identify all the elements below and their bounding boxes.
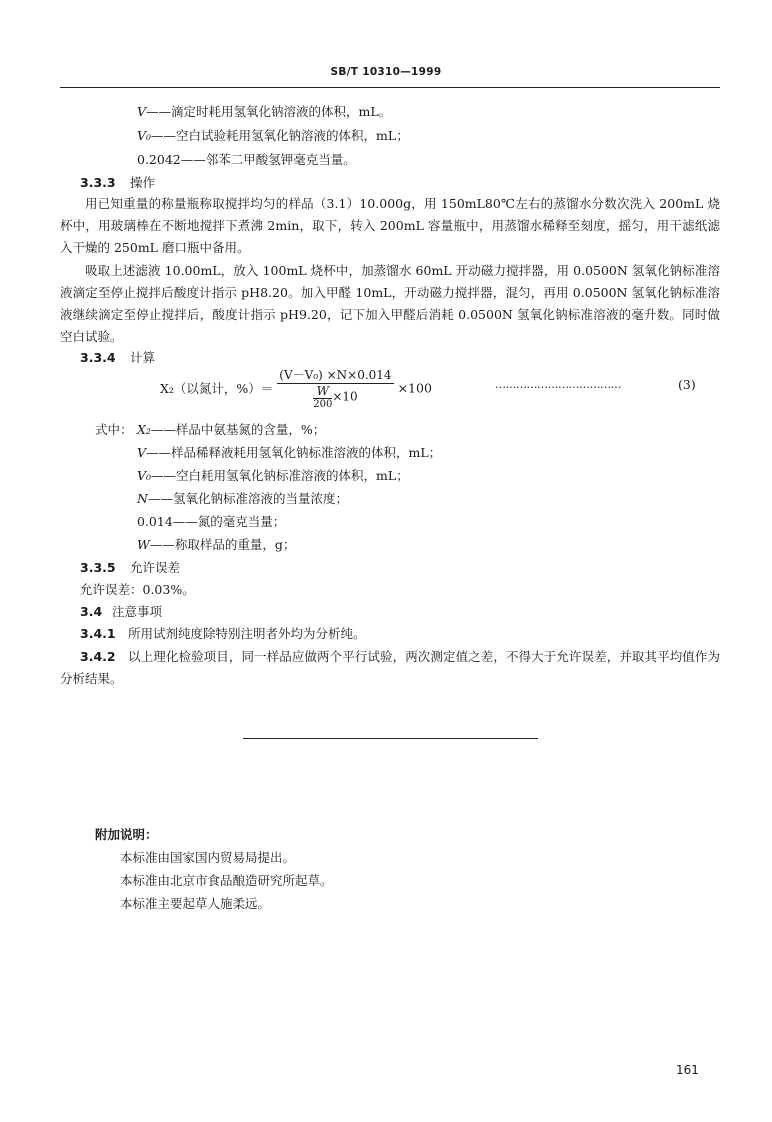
formula-multiplier: ×100 (397, 380, 432, 396)
definition-intro: 式中： (95, 422, 133, 437)
appendix-title: 附加说明： (95, 827, 158, 842)
paragraph: 吸取上述滤液 10.00mL，放入 100mL 烧杯中，加蒸馏水 60mL 开动磁力搅拌器，用 0.0500N 氢氧化钠标准溶液滴定至停止搅拌后酸度计指示 pH8.20。加入甲醛 10mL，开动磁力搅拌器，混匀，再用 0.0500N 氢氧化钠标准溶液继续滴定至停止搅拌后，酸度计指示 pH9.20，记下加入甲醛后消耗 0.0500N 氢氧化钠标准溶液的毫升数。同时做空白试验。 (60, 263, 720, 344)
paragraph: 用已知重量的称量瓶称取搅拌均匀的样品（3.1）10.000g，用 150mL80℃左右的蒸馏水分数次洗入 200mL 烧杯中，用玻璃棒在不断地搅拌下煮沸 2min，取下，转入 200mL 容量瓶中，用蒸馏水稀释至刻度，摇匀，用干滤纸滤入干燥的 250mL 磨口瓶中备用。 (60, 196, 720, 255)
definition-item: V——滴定时耗用氢氧化钠溶液的体积，mL。 (137, 104, 392, 119)
section-heading: 3.4 注意事项 (80, 604, 163, 619)
list-item: 3.4.1 所用试剂纯度除特别注明者外均为分析纯。 (80, 626, 366, 641)
equation-number: (3) (678, 377, 696, 392)
page-number: 161 (676, 1063, 699, 1077)
formula-numerator: (V－V₀) ×N×0.014 (279, 368, 392, 382)
list-item: 3.4.2 以上理化检验项目，同一样品应做两个平行试验，两次测定值之差，不得大于允许误差，并取其平均值作为分析结果。 (60, 649, 720, 686)
definition-item: W——称取样品的重量，g； (137, 537, 296, 552)
definition-item: 0.2042——邻苯二甲酸氢钾毫克当量。 (137, 152, 356, 167)
definition-item: V₀——空白耗用氢氧化钠标准溶液的体积，mL； (137, 468, 409, 483)
definition-item: N——氢氧化钠标准溶液的当量浓度； (137, 491, 348, 506)
definition-item: V₀——空白试验耗用氢氧化钠溶液的体积，mL； (137, 128, 409, 143)
formula-leader-dots: ……………………………… (495, 378, 621, 391)
definition-item: V——样品稀释液耗用氢氧化钠标准溶液的体积，mL； (137, 445, 442, 460)
section-heading: 3.3.3 操作 (80, 175, 156, 190)
section-heading: 3.3.4 计算 (80, 350, 156, 365)
formula-fraction (277, 366, 393, 410)
header-rule (60, 87, 720, 88)
appendix-line: 本标准由国家国内贸易局提出。 (120, 850, 296, 865)
formula-denominator: $\frac{W}{200}$ ×10 (313, 384, 358, 410)
section-heading: 3.3.5 允许误差 (80, 560, 181, 575)
formula-lhs: X₂（以氮计，%）＝ (160, 381, 274, 396)
definition-item: X₂——样品中氨基氮的含量，%； (137, 422, 326, 437)
page-header: SB/T 10310—1999 (330, 66, 442, 78)
paragraph: 允许误差：0.03%。 (80, 582, 195, 597)
appendix-line: 本标准主要起草人施柔远。 (120, 896, 271, 911)
end-rule (243, 738, 538, 739)
formula (160, 366, 432, 410)
definition-item: 0.014——氮的毫克当量； (137, 514, 286, 529)
appendix-line: 本标准由北京市食品酿造研究所起草。 (120, 873, 333, 888)
